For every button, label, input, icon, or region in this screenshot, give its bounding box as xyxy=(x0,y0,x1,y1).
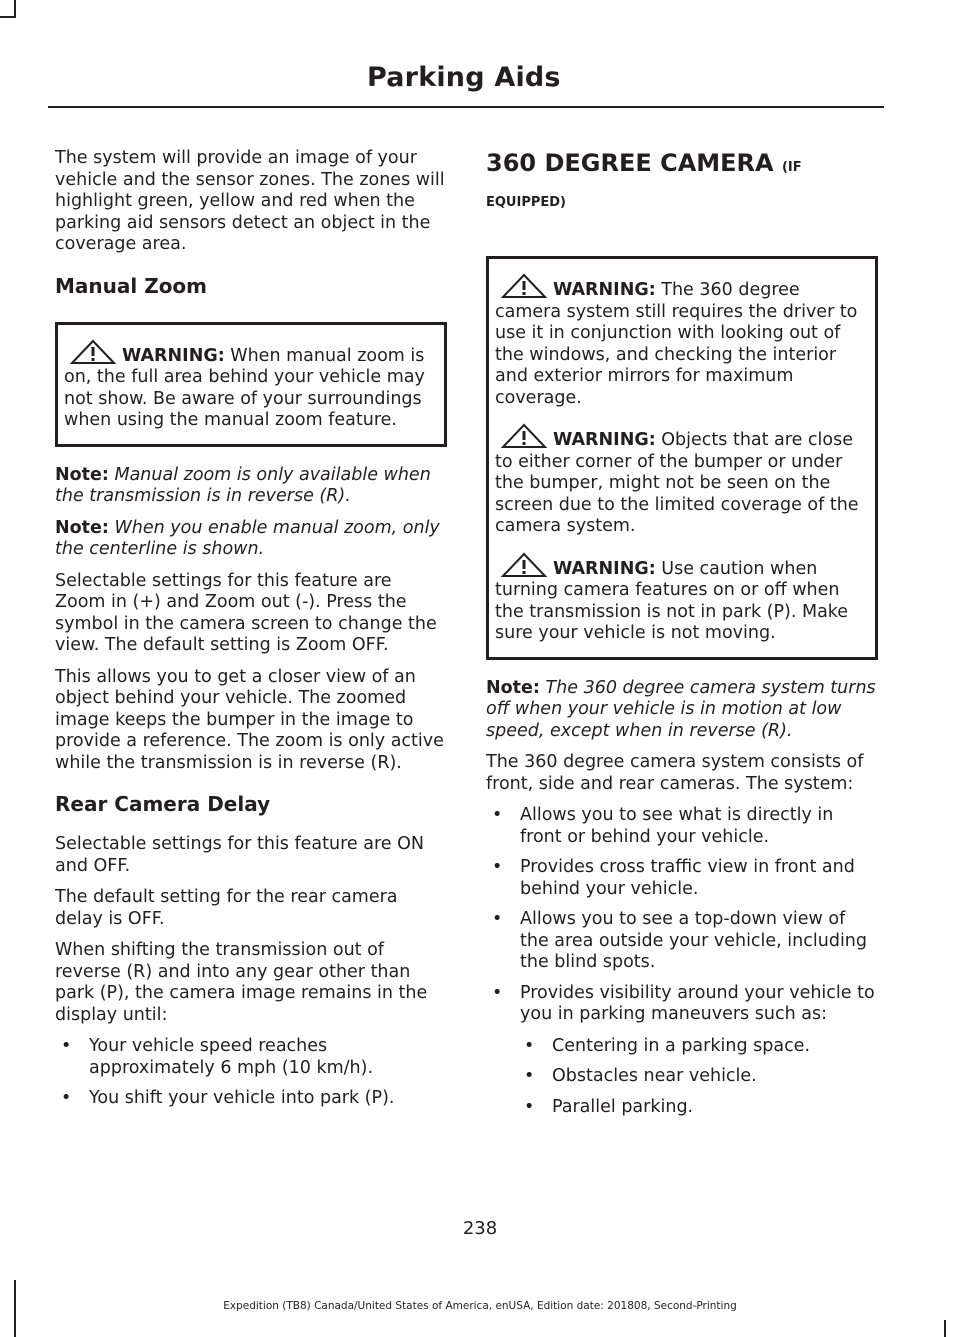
note-label: Note: xyxy=(55,464,109,485)
body-paragraph: This allows you to get a closer view of an object behind your vehicle. The zoomed image keeps the bumper in the image to provide a reference. The zoom is only active while the transmission is in reverse (R). xyxy=(55,666,444,773)
warning-label: WARNING: xyxy=(553,558,656,579)
body-paragraph: When shifting the transmission out of reverse (R) and into any gear other than park (P), the camera image remains in the display until: xyxy=(55,940,428,1025)
intro-paragraph: The system will provide an image of your vehicle and the sensor zones. The zones will highlight green, yellow and red when the parking aid sensors detect an object in the coverage area. xyxy=(55,148,445,254)
note-label: Note: xyxy=(486,677,540,698)
section-heading xyxy=(486,148,878,218)
list-item: • Allows you to see a top-down view of the area outside your vehicle, including the blind spots. xyxy=(486,909,878,974)
page-title: Parking Aids xyxy=(367,62,561,93)
warning-triangle-icon xyxy=(68,339,118,365)
warning-item xyxy=(495,423,871,538)
list-item: • Allows you to see what is directly in front or behind your vehicle. xyxy=(486,805,878,848)
list-item: • Provides cross traffic view in front and behind your vehicle. xyxy=(486,857,878,900)
body-paragraph: The 360 degree camera system consists of front, side and rear cameras. The system: xyxy=(486,752,864,794)
section-heading-qualifier: (IF EQUIPPED) xyxy=(486,160,802,210)
warning-item xyxy=(64,339,440,432)
warning-triangle-icon xyxy=(499,423,549,449)
rear-camera-delay-heading: Rear Camera Delay xyxy=(55,792,271,816)
warning-text: Use caution when turning camera features on or off when the transmission is not in park (P). Make sure your vehicle is not moving. xyxy=(495,558,849,643)
manual-zoom-heading: Manual Zoom xyxy=(55,273,208,298)
warning-text: Objects that are close to either corner of the bumper or under the bumper, might not be seen on the screen due to the limited coverage of the camera system. xyxy=(495,430,859,536)
note-text: Manual zoom is only available when the transmission is in reverse (R). xyxy=(55,464,431,506)
list-item: • Your vehicle speed reaches approximately 6 mph (10 km/h). xyxy=(55,1036,447,1079)
bullet-list xyxy=(55,1036,447,1110)
warning-item xyxy=(495,273,871,409)
list-item: • Centering in a parking space. xyxy=(486,1036,878,1058)
note-label: Note: xyxy=(55,517,109,538)
body-paragraph: Selectable settings for this feature are Zoom in (+) and Zoom out (-). Press the symbol in the camera screen to change the view. The default setting is Zoom OFF. xyxy=(55,570,437,655)
warning-box xyxy=(486,256,878,660)
section-heading-text: 360 DEGREE CAMERA xyxy=(486,149,774,177)
list-item: • Parallel parking. xyxy=(486,1097,878,1119)
warning-triangle-icon xyxy=(499,273,549,299)
crop-mark xyxy=(0,16,16,18)
warning-label: WARNING: xyxy=(122,345,225,366)
warning-label: WARNING: xyxy=(553,280,656,300)
warning-item xyxy=(495,552,871,645)
warning-box xyxy=(55,322,447,447)
left-column xyxy=(55,148,447,1120)
note-text: The 360 degree camera system turns off when your vehicle is in motion at low speed, except when in reverse (R). xyxy=(486,677,876,741)
note-paragraph xyxy=(486,678,878,743)
warning-triangle-icon xyxy=(499,552,549,578)
note-text: When you enable manual zoom, only the centerline is shown. xyxy=(55,517,440,559)
crop-mark xyxy=(944,1320,946,1337)
list-item: • Obstacles near vehicle. xyxy=(486,1066,878,1088)
page-number: 238 xyxy=(462,1218,498,1239)
warning-label: WARNING: xyxy=(553,430,656,450)
warning-text: The 360 degree camera system still requires the driver to use it in conjunction with looking out of the windows, and checking the interior and exterior mirrors for maximum coverage. xyxy=(495,280,858,408)
nested-bullet-list xyxy=(486,1036,878,1119)
body-paragraph: The default setting for the rear camera delay is OFF. xyxy=(55,887,398,929)
warning-text: When manual zoom is on, the full area behind your vehicle may not show. Be aware of your surroundings when using the manual zoom feature. xyxy=(64,345,425,430)
note-paragraph xyxy=(55,518,447,561)
note-paragraph xyxy=(55,465,447,508)
footer-edition-info: Expedition (TB8) Canada/United States of America, enUSA, Edition date: 201808, Second-Printing xyxy=(223,1300,737,1312)
body-paragraph: Selectable settings for this feature are ON and OFF. xyxy=(55,834,424,876)
header-divider xyxy=(48,106,884,108)
right-column xyxy=(486,148,878,1128)
bullet-list xyxy=(486,805,878,1026)
list-item: • Provides visibility around your vehicle to you in parking maneuvers such as: xyxy=(486,983,878,1026)
list-item: • You shift your vehicle into park (P). xyxy=(55,1088,447,1110)
